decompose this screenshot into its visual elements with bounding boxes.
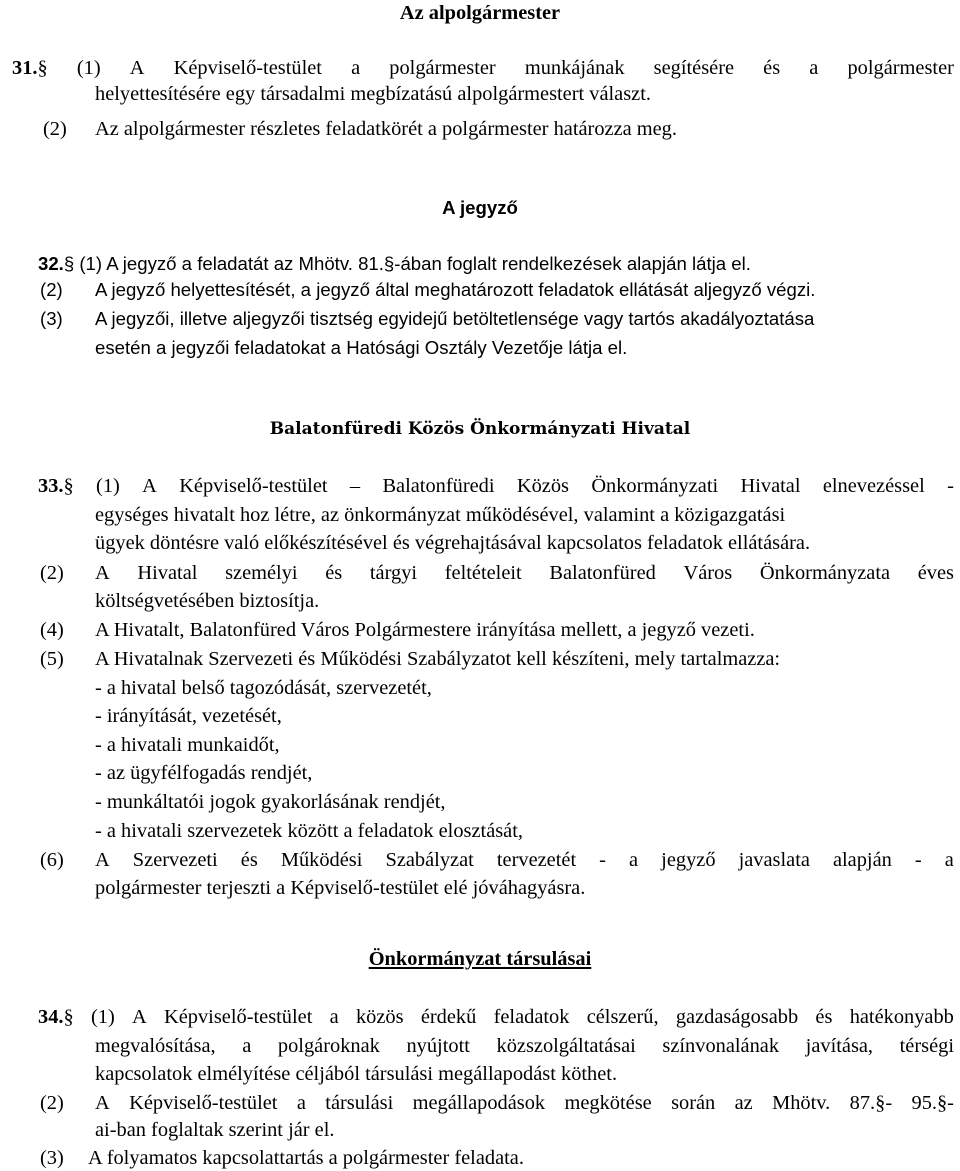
word: polgároknak [277, 1035, 380, 1057]
paragraph-33-4-number: (4) [40, 619, 64, 641]
heading-hivatal: Balatonfüredi Közös Önkormányzati Hivatal [269, 419, 691, 439]
word: (1) [90, 1006, 115, 1028]
word: 95.§- [911, 1092, 954, 1114]
word: Mhötv. [772, 1092, 831, 1114]
word: során [671, 1092, 716, 1114]
word: - [599, 849, 606, 871]
heading-tarsulasai: Önkormányzat társulásai [368, 948, 592, 970]
paragraph-31-2: Az alpolgármester részletes feladatkörét a polgármester határozza meg. [95, 118, 677, 140]
word: segítésére [653, 57, 735, 79]
word: színvonalának [662, 1035, 780, 1057]
word: A [142, 475, 157, 497]
word: alapján [832, 849, 892, 871]
word: közös [355, 1006, 404, 1028]
word: munkájának [524, 57, 625, 79]
paragraph-34-1-line3: kapcsolatok elmélyítése céljából társulási megállapodást köthet. [95, 1063, 618, 1085]
paragraph-32-3-line1: A jegyzői, illetve aljegyzői tisztség egyidejű betöltetlensége vagy tartós akadályoztatása [95, 308, 815, 329]
word: elnevezéssel [822, 475, 925, 497]
paragraph-33-1-line2: egységes hivatalt hoz létre, az önkormányzat működésével, valamint a közigazgatási [95, 504, 786, 526]
word: személyi [225, 562, 298, 584]
word: 34.§ [38, 1006, 74, 1028]
word: célszerű, [586, 1006, 659, 1028]
word: a [329, 1006, 339, 1028]
word: közszolgáltatásai [496, 1035, 636, 1057]
word: nyújtott [406, 1035, 470, 1057]
word: társulási [325, 1092, 394, 1114]
word: javaslata [738, 849, 810, 871]
paragraph-31-1-line2: helyettesítésére egy társadalmi megbízatású alpolgármestert választ. [95, 83, 651, 105]
paragraph-32-2-number: (2) [40, 279, 63, 300]
word: Szervezeti [132, 849, 218, 871]
word: - [914, 849, 922, 871]
word: és [815, 1006, 833, 1028]
heading-alpolgarmester: Az alpolgármester [399, 2, 561, 24]
paragraph-31-1-line1 [12, 55, 954, 81]
paragraph-32-3-number: (3) [40, 308, 63, 329]
word: (1) [96, 475, 120, 497]
paragraph-34-3-number: (3) [40, 1147, 64, 1169]
word: tárgyi [369, 562, 418, 584]
word: Hivatal [740, 475, 801, 497]
word: megállapodások [412, 1092, 546, 1114]
word: Képviselő-testület [164, 1006, 313, 1028]
word: A [95, 562, 110, 584]
word: Balatonfüred [549, 562, 656, 584]
list-item: - a hivatali szervezetek között a feladatok elosztását, [95, 820, 523, 842]
word: - [947, 475, 954, 497]
paragraph-34-2-line2: ai-ban foglaltak szerint jár el. [95, 1119, 335, 1141]
word: érdekű [420, 1006, 477, 1028]
paragraph-34-2-number: (2) [40, 1092, 64, 1114]
list-item: - az ügyfélfogadás rendjét, [95, 762, 313, 784]
word: és [325, 562, 343, 584]
word: Szabályzat [385, 849, 474, 871]
word: a [944, 849, 954, 871]
word: 87.§- [849, 1092, 893, 1114]
paragraph-32-3-line2: esetén a jegyzői feladatokat a Hatósági Osztály Vezetője látja el. [95, 337, 628, 358]
word: jegyző [661, 849, 716, 871]
list-item: - munkáltatói jogok gyakorlásának rendjét, [95, 791, 446, 813]
paragraph-32-1-label: 32. [38, 253, 64, 274]
list-item: - a hivatali munkaidőt, [95, 734, 280, 756]
paragraph-31-2-number: (2) [43, 118, 67, 140]
word: a [809, 57, 819, 79]
paragraph-33-5-number: (5) [40, 648, 64, 670]
list-item: - a hivatal belső tagozódását, szervezetét, [95, 677, 432, 699]
word: A [129, 57, 145, 79]
word: hatékonyabb [849, 1006, 954, 1028]
paragraph-33-6-line2: polgármester terjeszti a Képviselő-testület elé jóváhagyásra. [95, 877, 586, 899]
word: gazdaságosabb [675, 1006, 799, 1028]
word: a [296, 1092, 306, 1114]
paragraph-32-1 [38, 251, 751, 277]
heading-jegyzo: A jegyző [442, 197, 518, 218]
word: Közös [516, 475, 569, 497]
paragraph-33-2-number: (2) [40, 562, 64, 584]
paragraph-33-2-line2: költségvetésében biztosítja. [95, 590, 320, 612]
word: és [240, 849, 258, 871]
word: A [95, 849, 110, 871]
word: 33.§ [38, 475, 74, 497]
paragraph-34-3: A folyamatos kapcsolattartás a polgármester feladata. [88, 1147, 524, 1169]
word: Balatonfüredi [382, 475, 495, 497]
word: az [734, 1092, 753, 1114]
word: Város [683, 562, 733, 584]
word: Képviselő-testület [173, 57, 322, 79]
word: feladatok [493, 1006, 570, 1028]
paragraph-32-2: A jegyző helyettesítését, a jegyző által meghatározott feladatok ellátását aljegyző végzi. [95, 279, 816, 300]
word: a [629, 849, 639, 871]
word: – [349, 475, 361, 497]
paragraph-33-6-line1 [95, 847, 954, 873]
word: éves [917, 562, 954, 584]
list-item: - irányítását, vezetését, [95, 705, 282, 727]
word: Képviselő-testület [179, 475, 328, 497]
word: feltételeit [444, 562, 522, 584]
word: Önkormányzati [591, 475, 719, 497]
word: megkötése [564, 1092, 652, 1114]
paragraph-34-1-line2 [95, 1033, 954, 1059]
word: térségi [899, 1035, 954, 1057]
word: javítása, [805, 1035, 874, 1057]
word: (1) [76, 57, 101, 79]
word: A [95, 1092, 110, 1114]
paragraph-33-5: A Hivatalnak Szervezeti és Működési Szabályzatot kell készíteni, mely tartalmazza: [95, 648, 781, 670]
word: A [132, 1006, 147, 1028]
word: polgármester [389, 57, 496, 79]
word: a [242, 1035, 252, 1057]
paragraph-32-1-text: § (1) A jegyző a feladatát az Mhötv. 81.§-ában foglalt rendelkezések alapján látja el. [63, 253, 751, 274]
word: Önkormányzata [759, 562, 891, 584]
word: Hivatal [137, 562, 198, 584]
word: tervezetét [496, 849, 577, 871]
paragraph-34-2-line1 [95, 1090, 954, 1116]
paragraph-34-1-line1 [38, 1004, 954, 1030]
word: a [351, 57, 361, 79]
paragraph-33-4: A Hivatalt, Balatonfüred Város Polgármestere irányítása mellett, a jegyző vezeti. [95, 619, 755, 641]
paragraph-33-1-line1 [38, 473, 954, 499]
word: polgármester [847, 57, 954, 79]
paragraph-33-2-line1 [95, 560, 954, 586]
word: megvalósítása, [95, 1035, 216, 1057]
word: 31.§ [12, 57, 48, 79]
word: Működési [280, 849, 363, 871]
word: Képviselő-testület [129, 1092, 278, 1114]
paragraph-33-1-line3: ügyek döntésre való előkészítésével és végrehajtásával kapcsolatos feladatok ellátására. [95, 532, 811, 554]
paragraph-33-6-number: (6) [40, 849, 64, 871]
word: és [763, 57, 781, 79]
